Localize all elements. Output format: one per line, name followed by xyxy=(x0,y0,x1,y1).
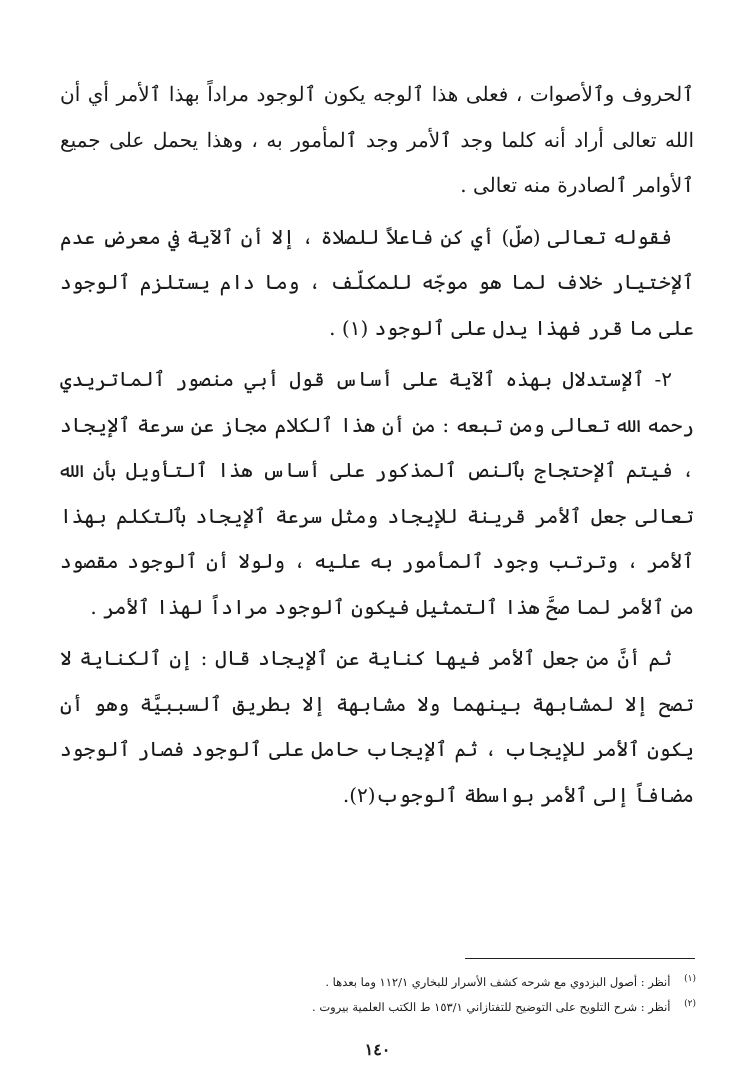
paragraph-1: ٱلحروف وٱلأصوات ، فعلى هذا ٱلوجه يكون ٱلوجود مراداً بهذا ٱلأمر أي أن الله تعالى أراد أنه كلما وجد ٱلأمر وجد ٱلمأمور به ، وهذا يحمل على جميع ٱلأوامر ٱلصادرة منه تعالى . xyxy=(60,82,694,197)
footnote-divider xyxy=(465,958,695,959)
paragraph-2: فقوله تعالى (صلّ) أي كن فاعلاً للصلاة ، إلا أن ٱلآية في معرضِ عدم ٱلإختيار خلاف لما هو موجّه للمكلّف ، وما دام يستلزم ٱلوجود على ما قرر فهذا يدل على ٱلوجود (١) . xyxy=(60,224,694,340)
paragraph-4: ثم أنَّ من جعل ٱلأمر فيها كناية عن ٱلإيجاد قال : إن ٱلكناية لا تصح إلا لمشابهة بينهما ولا مشابهة إلا بطريق ٱلسببيَّة وهو أن يكون ٱلأمر للإيجاب ، ثم ٱلإيجاب حامل على ٱلوجود فصار ٱلوجود مضافاً إلى ٱلأمر بواسطة ٱلوجوب(٢). xyxy=(60,646,694,807)
footnote-text: أنظر : أصول البزدوي مع شرحه كشف الأسرار للبخاري ١١٢/١ وما بعدها . xyxy=(325,974,671,989)
paragraph-3: ٢- ٱلإستدلال بهذه ٱلآية على أساس قول أبي منصور ٱلماتريدي رحمه الله تعالى ومن تبعه : من أن هذا ٱلكلام مجاز عن سرعة ٱلإيجاد ، فيتم ٱلإحتجاج بٱلنص ٱلمذكور على أساس هذا ٱلتأويل بأن الله تعالى جعل ٱلأمر قرينة للإيجاد ومثل سرعة ٱلإيجاد بٱلتكلم بهذا ٱلأمر ، وترتب وجود ٱلمأمور به عليه ، ولولا أن ٱلوجود مقصود من ٱلأمر لما صحَّ هذا ٱلتمثيل فيكون ٱلوجود مراداً لهذا ٱلأمر . xyxy=(60,367,694,619)
footnote-text: أنظر : شرح التلويح على التوضيح للتفتازاني ١٥٣/١ ط الكتب العلمية بيروت . xyxy=(312,999,671,1014)
footnote-number: (١) xyxy=(684,974,696,984)
footnote-2 xyxy=(60,993,696,1018)
footnotes xyxy=(60,968,696,1018)
footnote-number: (٢) xyxy=(684,998,696,1009)
footnote-1 xyxy=(60,968,696,993)
page-number: ١٤٠ xyxy=(364,1040,391,1059)
main-text xyxy=(60,72,694,818)
